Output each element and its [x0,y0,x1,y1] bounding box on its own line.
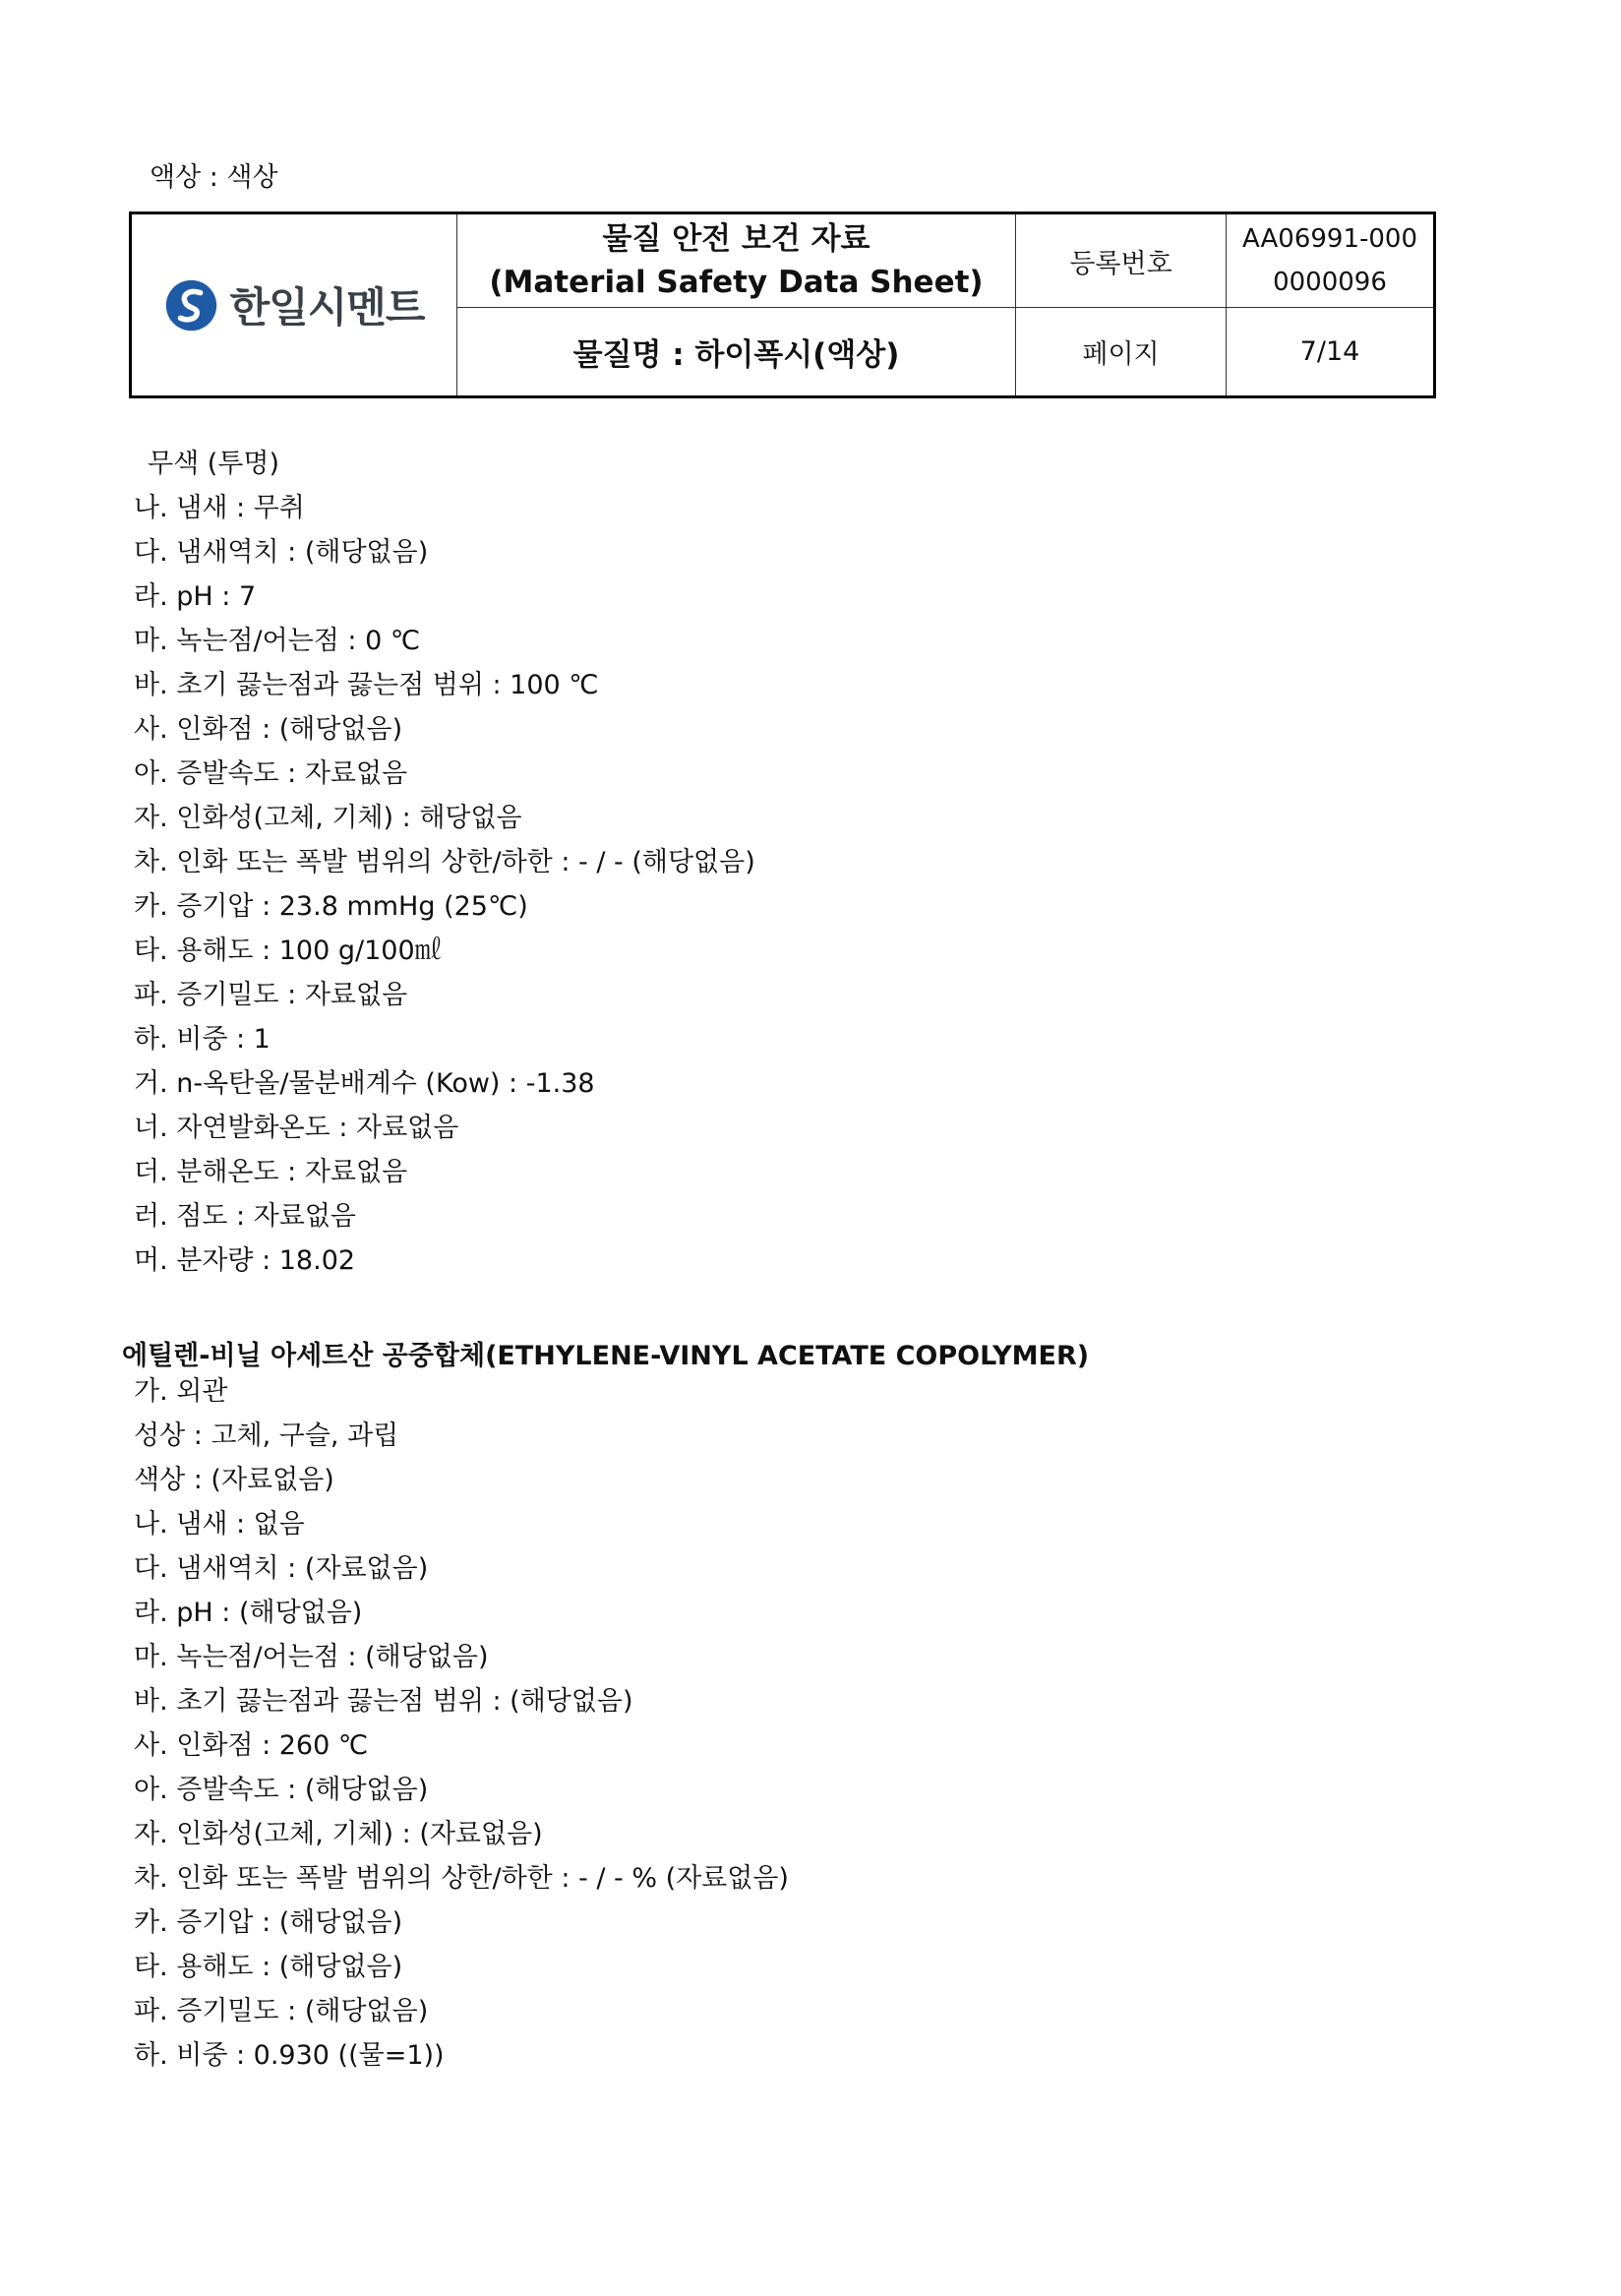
section1-line: 사. 인화점 : (해당없음) [134,714,403,745]
section2-line: 나. 냄새 : 없음 [134,1509,305,1540]
section2-line: 사. 인화점 : 260 ℃ [134,1730,369,1761]
title-english: (Material Safety Data Sheet) [489,265,984,300]
section1-line: 하. 비중 : 1 [134,1024,270,1055]
section1-line: 더. 분해온도 : 자료없음 [134,1157,408,1187]
section1-line: 타. 용해도 : 100 g/100㎖ [134,936,442,966]
section1-line: 차. 인화 또는 폭발 범위의 상한/하한 : - / - (해당없음) [134,847,755,877]
section1-line: 머. 분자량 : 18.02 [134,1245,356,1276]
registration-label: 등록번호 [1016,214,1227,308]
page-number: 7/14 [1299,336,1360,367]
registration-number-line1: AA06991-000 [1241,224,1417,254]
substance-name: 물질명 : 하이폭시(액상) [457,308,1016,395]
section2-line: 바. 초기 끓는점과 끓는점 범위 : (해당없음) [134,1686,633,1717]
section1-line: 나. 냄새 : 무취 [134,493,305,523]
section2-line: 라. pH : (해당없음) [134,1598,363,1628]
section2-line: 차. 인화 또는 폭발 범위의 상한/하한 : - / - % (자료없음) [134,1863,789,1894]
section2-line: 마. 녹는점/어는점 : (해당없음) [134,1642,489,1672]
section1-line: 러. 점도 : 자료없음 [134,1201,357,1232]
section1-line: 자. 인화성(고체, 기체) : 해당없음 [134,803,522,833]
section2-line: 하. 비중 : 0.930 ((물=1)) [134,2040,445,2071]
section1-line: 아. 증발속도 : 자료없음 [134,758,408,789]
section1-line: 라. pH : 7 [134,581,257,612]
section2-line: 파. 증기밀도 : (해당없음) [134,1996,429,2026]
page-label: 페이지 [1016,308,1227,395]
section1-line: 다. 냄새역치 : (해당없음) [134,537,429,568]
section1-line: 무색 (투명) [148,449,279,479]
section1-line: 거. n-옥탄올/물분배계수 (Kow) : -1.38 [134,1068,595,1099]
section2-line: 색상 : (자료없음) [134,1465,334,1495]
section1-line: 바. 초기 끓는점과 끓는점 범위 : 100 ℃ [134,670,599,700]
company-name: 한일시멘트 [229,283,425,332]
title-korean: 물질 안전 보건 자료 [602,221,871,257]
top-note: 액상 : 색상 [150,162,278,193]
section2-line: 가. 외관 [134,1376,228,1407]
section2-line: 성상 : 고체, 구슬, 과립 [134,1420,399,1451]
section2-title: 에틸렌-비닐 아세트산 공중합체(ETHYLENE-VINYL ACETATE COPOLYMER) [122,1341,1090,1371]
section2-line: 카. 증기압 : (해당없음) [134,1907,403,1938]
registration-number-line2: 0000096 [1273,268,1387,297]
section1-line: 카. 증기압 : 23.8 mmHg (25℃) [134,891,528,922]
section2-line: 아. 증발속도 : (해당없음) [134,1775,429,1805]
section1-line: 너. 자연발화온도 : 자료없음 [134,1113,459,1143]
section2-line: 다. 냄새역치 : (자료없음) [134,1553,429,1584]
section1-line: 마. 녹는점/어는점 : 0 ℃ [134,626,421,656]
section1-line: 파. 증기밀도 : 자료없음 [134,980,408,1010]
section2-line: 자. 인화성(고체, 기체) : (자료없음) [134,1819,543,1849]
section2-line: 타. 용해도 : (해당없음) [134,1952,403,1982]
